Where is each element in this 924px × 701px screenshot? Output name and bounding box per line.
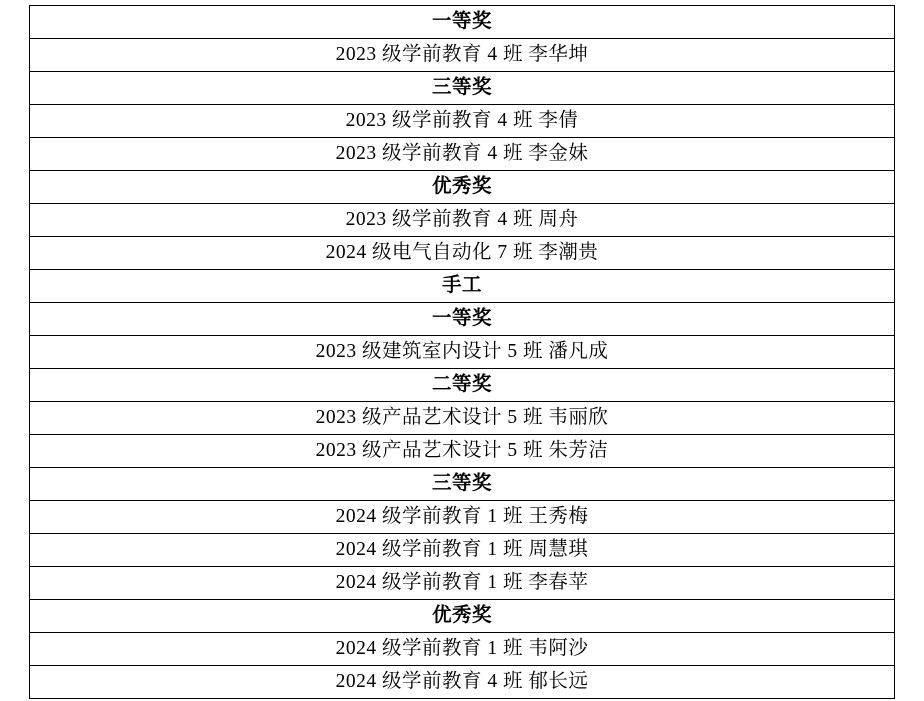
award-entry-cell: 2024 级学前教育 1 班 李春苹 xyxy=(30,567,895,600)
table-row xyxy=(30,534,895,567)
table-row xyxy=(30,336,895,369)
award-category-cell: 二等奖 xyxy=(30,369,895,402)
table-row xyxy=(30,204,895,237)
table-row xyxy=(30,171,895,204)
table-row xyxy=(30,105,895,138)
award-category-cell: 三等奖 xyxy=(30,72,895,105)
table-row xyxy=(30,369,895,402)
award-entry-cell: 2023 级产品艺术设计 5 班 朱芳洁 xyxy=(30,435,895,468)
award-category-cell: 优秀奖 xyxy=(30,600,895,633)
award-entry-cell: 2023 级学前教育 4 班 李倩 xyxy=(30,105,895,138)
table-row xyxy=(30,567,895,600)
table-row xyxy=(30,633,895,666)
award-entry-cell: 2024 级电气自动化 7 班 李潮贵 xyxy=(30,237,895,270)
table-row xyxy=(30,435,895,468)
award-category-cell: 一等奖 xyxy=(30,6,895,39)
table-row xyxy=(30,666,895,699)
table-row xyxy=(30,237,895,270)
award-category-cell: 优秀奖 xyxy=(30,171,895,204)
award-entry-cell: 2024 级学前教育 4 班 郁长远 xyxy=(30,666,895,699)
table-row xyxy=(30,468,895,501)
award-list-table xyxy=(29,5,895,699)
award-entry-cell: 2023 级学前教育 4 班 李华坤 xyxy=(30,39,895,72)
award-entry-cell: 2024 级学前教育 1 班 王秀梅 xyxy=(30,501,895,534)
award-entry-cell: 2024 级学前教育 1 班 韦阿沙 xyxy=(30,633,895,666)
award-table-body xyxy=(30,6,895,699)
award-entry-cell: 2024 级学前教育 1 班 周慧琪 xyxy=(30,534,895,567)
award-category-cell: 一等奖 xyxy=(30,303,895,336)
table-row xyxy=(30,501,895,534)
table-row xyxy=(30,39,895,72)
award-entry-cell: 2023 级建筑室内设计 5 班 潘凡成 xyxy=(30,336,895,369)
table-row xyxy=(30,6,895,39)
table-row xyxy=(30,303,895,336)
award-entry-cell: 2023 级学前教育 4 班 周舟 xyxy=(30,204,895,237)
table-row xyxy=(30,270,895,303)
award-category-cell: 三等奖 xyxy=(30,468,895,501)
award-entry-cell: 2023 级学前教育 4 班 李金妹 xyxy=(30,138,895,171)
table-row xyxy=(30,600,895,633)
table-row xyxy=(30,138,895,171)
award-entry-cell: 2023 级产品艺术设计 5 班 韦丽欣 xyxy=(30,402,895,435)
table-row xyxy=(30,402,895,435)
table-row xyxy=(30,72,895,105)
award-category-cell: 手工 xyxy=(30,270,895,303)
